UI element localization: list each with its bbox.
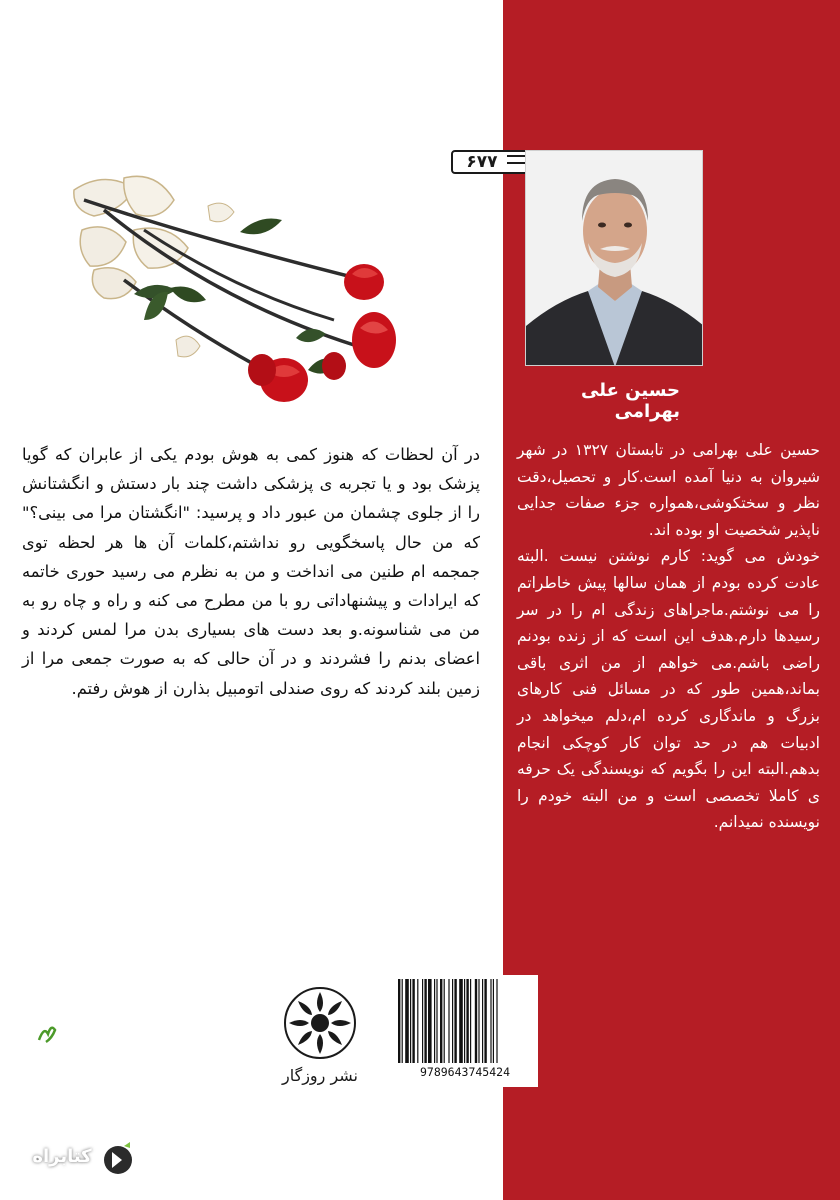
bio-paragraph-1: حسین علی بهرامی در تابستان ۱۳۲۷ در شهر شیروان به دنیا آمده است.کار و تحصیل،دقت نظر و سختکوشی،همواره جزء صفات جدایی ناپذیر شخصیت او بوده اند. <box>517 441 820 539</box>
author-name: حسین علی بهرامی <box>581 380 680 422</box>
barcode-bar <box>424 979 426 1063</box>
rose-4 <box>248 354 276 386</box>
barcode-bar <box>402 979 403 1063</box>
barcode-bar <box>422 979 423 1063</box>
publisher-name: نشر روزگار <box>281 1066 359 1085</box>
barcode-bar <box>496 979 497 1063</box>
author-photo <box>525 150 703 366</box>
barcode-bar <box>482 979 483 1063</box>
barcode-bar <box>493 979 494 1063</box>
barcode-bar <box>459 979 463 1063</box>
roses-illustration <box>64 170 404 420</box>
book-excerpt: در آن لحظات که هنوز کمی به هوش بودم یکی از عابران که گویا پزشک بود و یا تجربه ی پزشکی داشت چند بار دستش و انگشتانش را از جلوی چشمان من عبور داد و پرسید: "انگشتان مرا می بینی؟" که من حال پاسخگویی رو نداشتم،کلمات آن ها هر لحظه توی جمجمه ام طنین می انداخت و من به نظرم می رسید حوری خاتمه که ایرادات و پیشنهاداتی رو با من مطرح می کنه و راه و چاه رو به من می شناسونه.و بعد دست های بسیاری بدن مرا لمس کردند و اعضای بدنم را فشردند و در آن حالی که به صورت جمعی مرا از زمین بلند کردند که روی صندلی اتومبیل بذارن از هوش رفتم. <box>22 445 480 698</box>
barcode-bar <box>428 979 432 1063</box>
rose-1 <box>344 264 384 300</box>
isbn-number: 9789643745424 <box>419 1065 510 1079</box>
barcode-bar <box>452 979 453 1063</box>
barcode-bar <box>405 979 409 1063</box>
barcode-bar <box>444 979 445 1063</box>
barcode-bar <box>470 979 471 1063</box>
barcode-bars <box>396 979 534 1063</box>
watermark-text: کتابراه <box>32 1146 92 1167</box>
barcode-bar <box>436 979 437 1063</box>
bio-paragraph-2: خودش می گوید: کارم نوشتن نیست .البته عادت کرده بودم از همان سالها پیش خاطراتم را می نوشتم.ماجراهای زندگی ام را در سر رسیدها دارم.هدف این است که از زنده بودنم راضی باشم.می خواهم از من اثری باقی بماند،همین طور که در مسائل فنی کارهای بزرگ و ماندگاری کرده ام،دلم میخواهد در ادبیات هم در حد توان کار کوچکی انجام بدهم.البته این را بگویم که نویسندگی یک حرفه ی کاملا تخصصی است و من البته خودم را نویسنده نمیدانم. <box>517 547 820 832</box>
barcode-bar <box>410 979 411 1063</box>
author-bio <box>517 437 820 836</box>
barcode-bar <box>464 979 465 1063</box>
rose-2 <box>352 312 396 368</box>
barcode-bar <box>398 979 400 1063</box>
barcode-bar <box>454 979 456 1063</box>
barcode-bar <box>448 979 449 1063</box>
barcode-bar <box>490 979 491 1063</box>
barcode-bar <box>440 979 442 1063</box>
barcode-bar <box>484 979 486 1063</box>
author-portrait-image <box>526 151 703 366</box>
series-number: ۶۷۷ <box>466 152 498 172</box>
barcode-bar <box>475 979 477 1063</box>
barcode-bar <box>434 979 435 1063</box>
rose-5 <box>322 352 346 380</box>
barcode-bar <box>417 979 418 1063</box>
publisher-logo <box>283 986 357 1060</box>
ketabrah-watermark <box>22 1138 132 1182</box>
barcode-bar <box>466 979 468 1063</box>
barcode-bar <box>412 979 414 1063</box>
green-signature-mark <box>36 1022 58 1046</box>
barcode-bar <box>478 979 479 1063</box>
isbn-barcode <box>392 975 538 1087</box>
